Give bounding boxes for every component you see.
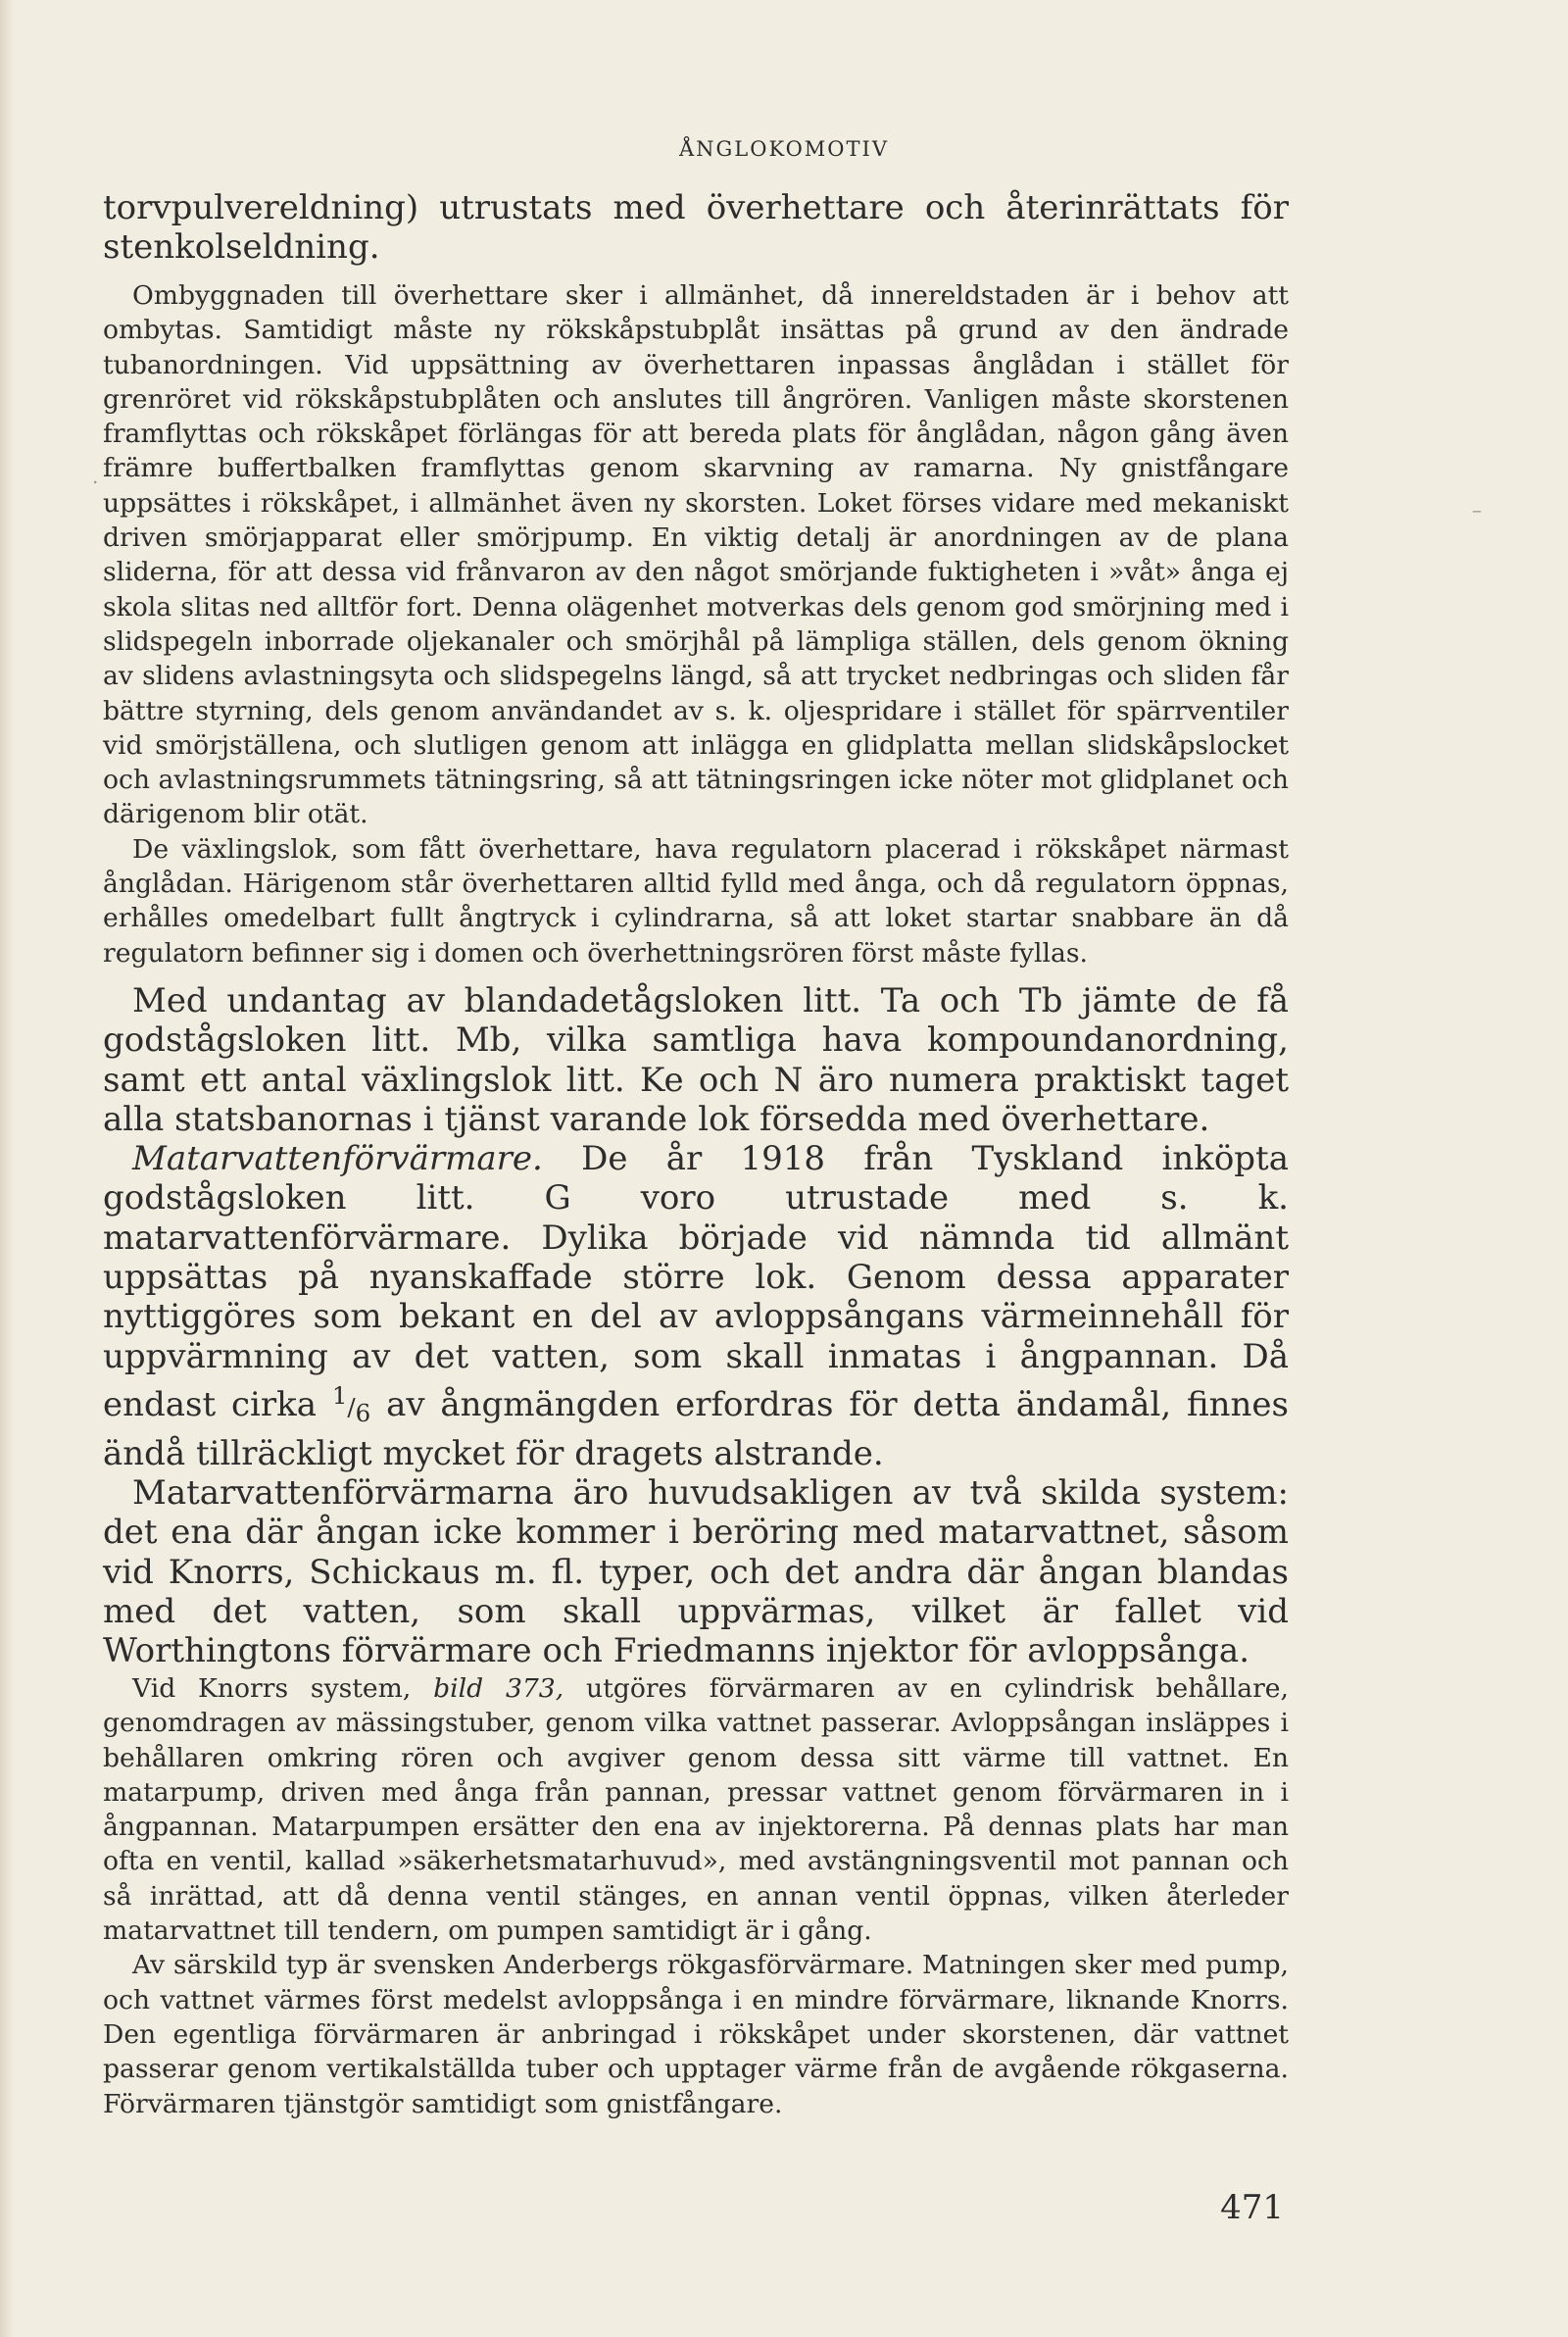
running-header: ÅNGLOKOMOTIV [678, 137, 889, 161]
small-print-section-1 [103, 278, 1289, 970]
paragraph-5-text-a: De år 1918 från Tyskland inköpta godstågsloken litt. G voro utrustade med s. k. matarvattenförvärmare. Dylika började vid nämnda tid allmänt uppsättas på nyanskaffade större lok. Genom dessa apparater nyttiggöres som bekant en del av avloppsångans värmeinnehåll för uppvärmning av det vatten, som skall inmatas i ångpannan. Då endast cirka [103, 1139, 1289, 1425]
fraction-denominator: 6 [355, 1399, 371, 1428]
paragraph-2: Ombyggnaden till överhettare sker i allmänhet, då innereldstaden är i behov att ombytas. Samtidigt måste ny rökskåpstubplåt insättas på grund av den ändrade tubanordningen. Vid uppsättning av överhettaren inpassas ånglådan i stället för grenröret vid rökskåpstubplåten och anslutes till ångrören. Vanligen måste skorstenen framflyttas och rökskåpet förlängas för att bereda plats för ånglådan, någon gång även främre buffertbalken framflyttas genom skarvning av ramarna. Ny gnistfångare uppsättes i rökskåpet, i allmänhet även ny skorsten. Loket förses vidare med mekaniskt driven smörjapparat eller smörjpump. En viktig detalj är anordningen av de plana sliderna, för att dessa vid frånvaron av den något smörjande fuktigheten i »våt» ånga ej skola slitas ned alltför fort. Denna olägenhet motverkas dels genom god smörjning med i slidspegeln inborrade oljekanaler och smörjhål på lämpliga ställen, dels genom ökning av slidens avlastningsyta och slidspegelns längd, så att trycket nedbringas och sliden får bättre styrning, dels genom användandet av s. k. oljespridare i stället för spärrventiler vid smörjställena, och slutligen genom att inlägga en glidplatta mellan slidskåpslocket och avlastningsrummets tätningsring, så att tätningsringen icke nöter mot glidplanet och därigenom blir otät. [103, 280, 1289, 830]
paragraph-4: Med undantag av blandadetågsloken litt. Ta och Tb jämte de få godstågsloken litt. Mb, vilka samtliga hava kompoundanordning, samt ett antal växlingslok litt. Ke och N äro numera praktiskt taget alla statsbanornas i tjänst varande lok försedda med överhettare. [103, 981, 1289, 1139]
paragraph-7 [103, 1671, 1289, 1948]
figure-reference: bild 373, [433, 1673, 564, 1704]
paragraph-3: De växlingslok, som fått överhettare, hava regulatorn placerad i rökskåpet närmast ånglådan. Härigenom står överhettaren alltid fylld med ånga, och då regulatorn öppnas, erhålles omedelbart fullt ångtryck i cylindrarna, så att loket startar snabbare än då regulatorn befinner sig i domen och överhettningsrören först måste fyllas. [103, 833, 1289, 969]
paragraph-continuation [103, 188, 1289, 268]
margin-dot: . [92, 465, 99, 488]
paragraph-6: Matarvattenförvärmarna äro huvudsakligen av två skilda system: det ena där ångan icke kommer i beröring med matarvattnet, såsom vid Knorrs, Schickaus m. fl. typer, och det andra där ångan blandas med det vatten, som skall uppvärmas, vilket är fallet vid Worthingtons förvärmare och Friedmanns injektor för avloppsånga. [103, 1472, 1289, 1671]
paragraph-8: Av särskild typ är svensken Anderbergs rökgasförvärmare. Matningen sker med pump, och vattnet värmes först medelst avloppsånga i en mindre förvärmare, liknande Knorrs. Den egentliga förvärmaren är anbringad i rökskåpet under skorstenen, där vattnet passerar genom vertikalställda tuber och upptager värme från de avgående rökgaserna. Förvärmaren tjänstgör samtidigt som gnistfångare. [103, 1950, 1289, 2119]
paragraph-7-text-b: utgöres förvärmaren av en cylindrisk behållare, genomdragen av mässingstuber, genom vilka vattnet passerar. Avloppsångan insläppes i behållaren omkring rören och avgiver genom dessa sitt värme till vattnet. En matarpump, driven med ånga från pannan, pressar vattnet genom förvärmaren in i ångpannan. Matarpumpen ersätter den ena av injektorerna. På dennas plats har man ofta en ventil, kallad »säkerhetsmatarhuvud», med avstängningsventil mot pannan och så inrättad, att då denna ventil stänges, en annan ventil öppnas, vilken återleder matarvattnet till tendern, om pumpen samtidigt är i gång. [103, 1673, 1289, 1947]
fraction-one-sixth: 1/6 [331, 1380, 371, 1428]
paragraph-7-text-a: Vid Knorrs system, [132, 1673, 434, 1704]
fraction-numerator: 1 [331, 1380, 348, 1410]
paragraph-5-text-b: av ångmängden erfordras för detta ändamål, finnes ändå tillräckligt mycket för dragets alstrande. [103, 1385, 1289, 1473]
margin-dash: – [1472, 498, 1482, 522]
page-edge-shadow [0, 0, 14, 2337]
large-print-section [103, 981, 1289, 1670]
page-number: 471 [1220, 2188, 1284, 2227]
paragraph-1: torvpulvereldning) utrustats med överhettare och återinrättats för stenkolseldning. [103, 188, 1289, 268]
paragraph-5 [103, 1139, 1289, 1473]
small-print-section-2 [103, 1671, 1289, 2121]
section-heading: Matarvattenförvärmare. [132, 1139, 543, 1179]
